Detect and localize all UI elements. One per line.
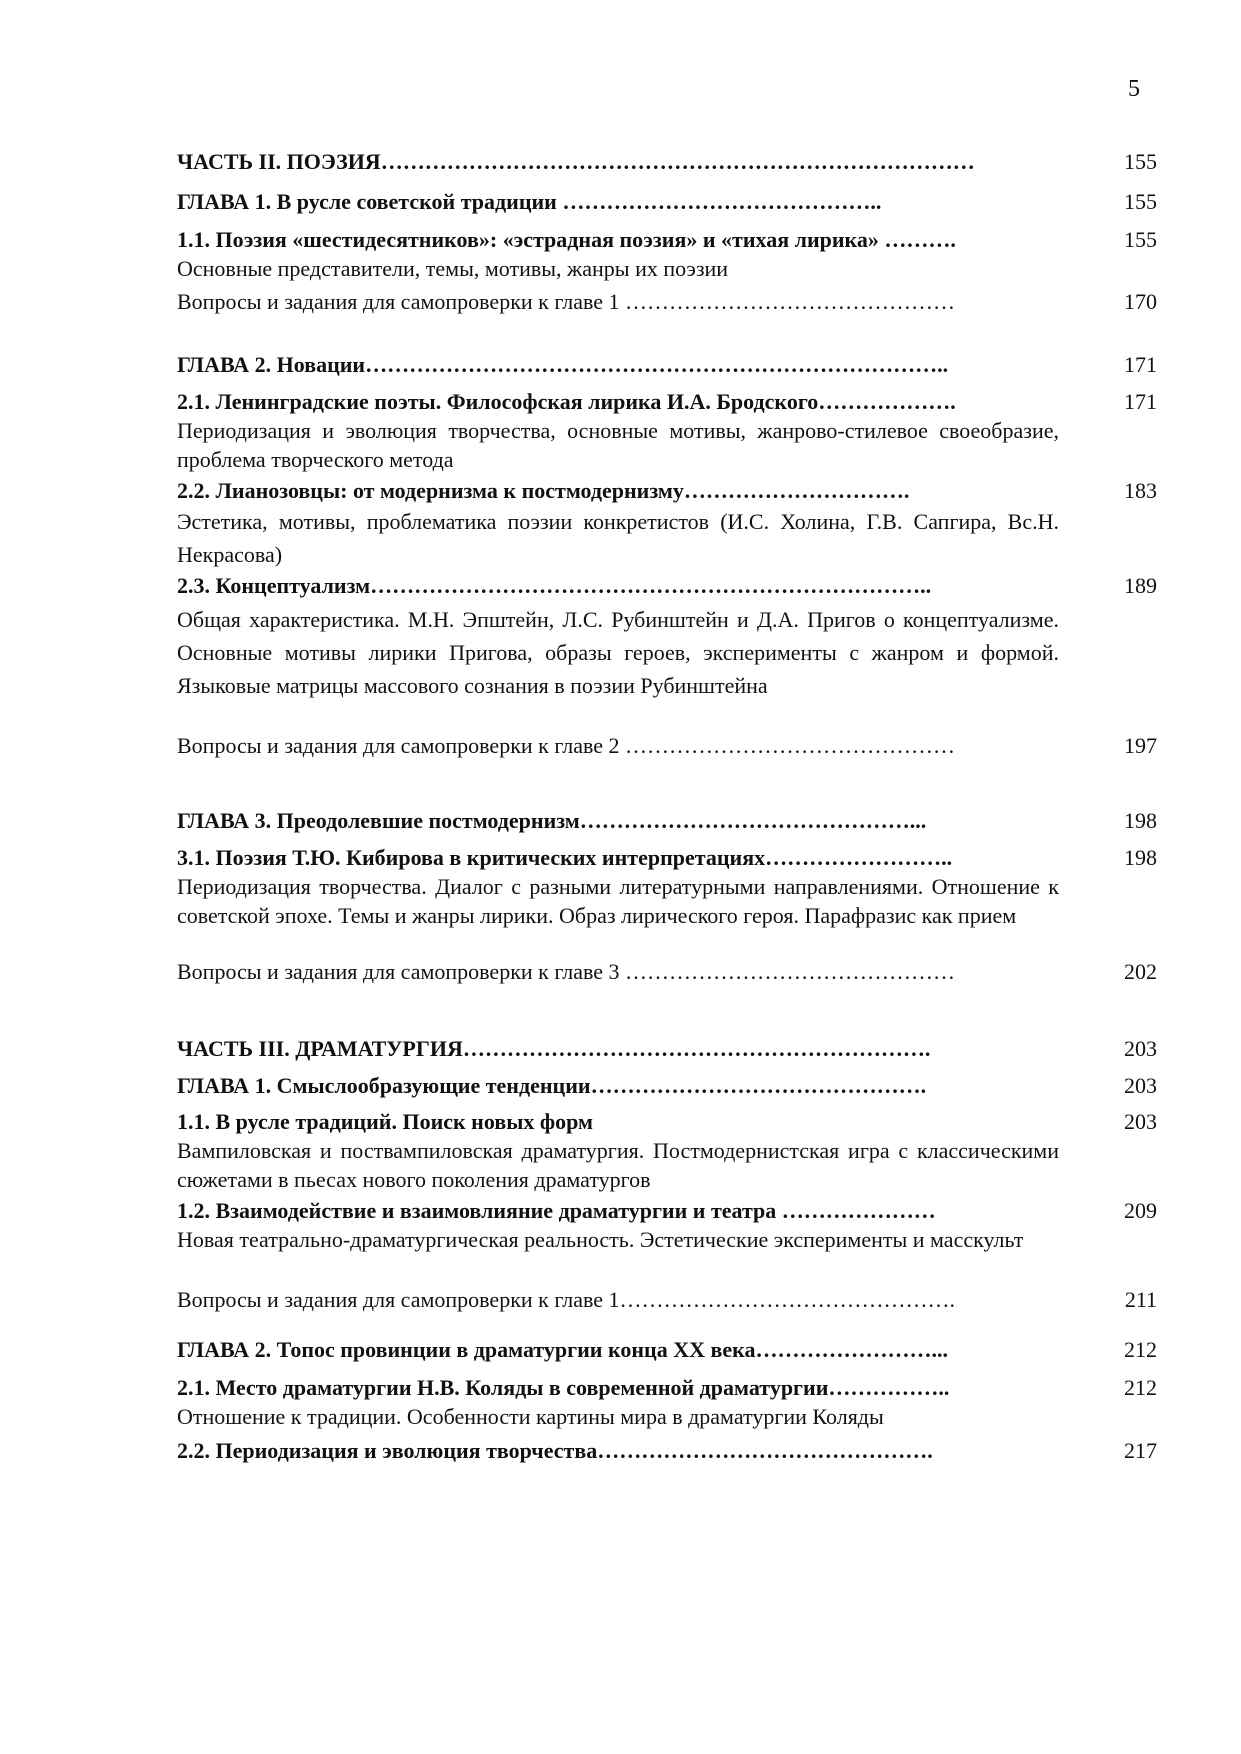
toc-part-3-section-2-2 [177, 1436, 1157, 1465]
toc-entry-description: Вампиловская и поствампиловская драматургия. Постмодернистская игра с классическими сюжетами в пьесах нового поколения драматургов [177, 1138, 1059, 1192]
toc-entry-head [177, 1373, 1157, 1402]
toc-entry-page: 155 [1124, 227, 1157, 252]
toc-part-3-chapter-1 [177, 1071, 1157, 1100]
toc-entry-head [177, 147, 1157, 176]
toc-entry-head [177, 225, 1157, 254]
toc-part-3-section-1-2 [177, 1196, 1157, 1254]
toc-entry-head [177, 387, 1157, 416]
toc-entry-head [177, 731, 1157, 760]
toc-entry-title: ГЛАВА 1. Смыслообразующие тенденции………………………………………. [177, 1073, 927, 1098]
toc-entry-page: 202 [1124, 959, 1157, 984]
toc-entry-description: Отношение к традиции. Особенности картины мира в драматургии Коляды [177, 1404, 884, 1429]
toc-section-2-3 [177, 571, 1157, 702]
toc-section-1-1 [177, 225, 1157, 283]
toc-entry-page: 211 [1124, 1287, 1157, 1312]
toc-entry-title: ЧАСТЬ III. ДРАМАТУРГИЯ………………………………………………………. [177, 1036, 931, 1061]
toc-entry-page: 217 [1124, 1438, 1157, 1463]
toc-entry-page: 155 [1124, 149, 1157, 174]
toc-entry-head [177, 1285, 1157, 1314]
toc-entry-head [177, 957, 1157, 986]
toc-entry-page: 170 [1124, 289, 1157, 314]
toc-section-2-1 [177, 387, 1157, 474]
toc-entry-title: 2.2. Лианозовцы: от модернизма к постмодернизму…………………………. [177, 478, 910, 503]
toc-part-2-chapter-1 [177, 187, 1157, 216]
toc-entry-description: Новая театрально-драматургическая реальность. Эстетические эксперименты и масскульт [177, 1227, 1024, 1252]
toc-entry-description: Общая характеристика. М.Н. Эпштейн, Л.С. Рубинштейн и Д.А. Пригов о концептуализме. Основные мотивы лирики Пригова, образы героев, эксперименты с жанром и формой. Языковые матрицы массового сознания в поэзии Рубинштейна [177, 607, 1059, 698]
page-number: 5 [1128, 76, 1140, 102]
toc-questions-chapter-3 [177, 957, 1157, 986]
toc-entry-title: ГЛАВА 1. В русле советской традиции …………………………………….. [177, 189, 882, 214]
toc-part-3-chapter-2 [177, 1335, 1157, 1364]
toc-entry-title: 1.1. В русле традиций. Поиск новых форм [177, 1109, 593, 1134]
toc-questions-chapter-2 [177, 731, 1157, 760]
toc-entry-head [177, 571, 1157, 600]
toc-entry-description: Периодизация и эволюция творчества, основные мотивы, жанрово-стилевое своеобразие, проблема творческого метода [177, 418, 1059, 472]
toc-entry-title: ЧАСТЬ II. ПОЭЗИЯ……………………………………………………………………… [177, 149, 975, 174]
toc-part-2 [177, 147, 1157, 176]
toc-entry-title: 1.1. Поэзия «шестидесятников»: «эстрадная поэзия» и «тихая лирика» ………. [177, 227, 956, 252]
toc-entry-head [177, 1107, 1157, 1136]
toc-entry-page: 183 [1124, 478, 1157, 503]
toc-section-2-2 [177, 476, 1157, 571]
toc-entry-page: 155 [1124, 189, 1157, 214]
toc-entry-title: ГЛАВА 2. Топос провинции в драматургии конца XX века……………………... [177, 1337, 948, 1362]
toc-part-3 [177, 1034, 1157, 1063]
toc-questions-chapter-1 [177, 287, 1157, 316]
toc-part-3-section-2-1 [177, 1373, 1157, 1431]
toc-entry-title: 3.1. Поэзия Т.Ю. Кибирова в критических интерпретациях…………………….. [177, 845, 953, 870]
toc-entry-title: ГЛАВА 3. Преодолевшие постмодернизм………………………………………... [177, 808, 927, 833]
toc-entry-head [177, 1196, 1157, 1225]
toc-entry-head [177, 843, 1157, 872]
toc-entry-page: 209 [1124, 1198, 1157, 1223]
toc-entry-head [177, 806, 1157, 835]
toc-entry-title: Вопросы и задания для самопроверки к главе 1 ……………………………………… [177, 289, 956, 314]
toc-entry-page: 212 [1124, 1375, 1157, 1400]
toc-entry-head [177, 350, 1157, 379]
toc-entry-page: 203 [1124, 1073, 1157, 1098]
toc-entry-head [177, 476, 1157, 505]
toc-section-3-1 [177, 843, 1157, 930]
toc-entry-title: Вопросы и задания для самопроверки к главе 2 ……………………………………… [177, 733, 956, 758]
toc-entry-page: 189 [1124, 573, 1157, 598]
toc-entry-page: 203 [1124, 1109, 1157, 1134]
toc-entry-title: Вопросы и задания для самопроверки к главе 1………………………………………. [177, 1287, 956, 1312]
toc-entry-title: ГЛАВА 2. Новации…………………………………………………………………….. [177, 352, 949, 377]
toc-entry-title: 2.3. Концептуализм………………………………………………………………….. [177, 573, 932, 598]
toc-entry-title: 2.1. Ленинградские поэты. Философская лирика И.А. Бродского………………. [177, 389, 956, 414]
toc-entry-description: Эстетика, мотивы, проблематика поэзии конкретистов (И.С. Холина, Г.В. Сапгира, Вс.Н. Некрасова) [177, 509, 1059, 567]
toc-entry-page: 198 [1124, 845, 1157, 870]
toc-entry-title: Вопросы и задания для самопроверки к главе 3 ……………………………………… [177, 959, 956, 984]
toc-entry-head [177, 1436, 1157, 1465]
toc-entry-description: Основные представители, темы, мотивы, жанры их поэзии [177, 256, 729, 281]
toc-entry-page: 203 [1124, 1036, 1157, 1061]
toc-entry-head [177, 287, 1157, 316]
toc-part-2-chapter-3 [177, 806, 1157, 835]
toc-part-3-questions-chapter-1 [177, 1285, 1157, 1314]
toc-entry-head [177, 1335, 1157, 1364]
toc-entry-title: 2.1. Место драматургии Н.В. Коляды в современной драматургии…………….. [177, 1375, 950, 1400]
toc-entry-description: Периодизация творчества. Диалог с разными литературными направлениями. Отношение к советской эпохе. Темы и жанры лирики. Образ лирического героя. Парафразис как прием [177, 874, 1059, 928]
toc-entry-head [177, 1034, 1157, 1063]
toc-part-2-chapter-2 [177, 350, 1157, 379]
toc-entry-head [177, 187, 1157, 216]
toc-entry-page: 198 [1124, 808, 1157, 833]
toc-entry-title: 1.2. Взаимодействие и взаимовлияние драматургии и театра ………………… [177, 1198, 936, 1223]
toc-entry-head [177, 1071, 1157, 1100]
toc-entry-page: 197 [1124, 733, 1157, 758]
toc-entry-page: 171 [1124, 389, 1157, 414]
toc-entry-page: 171 [1124, 352, 1157, 377]
toc-entry-title: 2.2. Периодизация и эволюция творчества………………………………………. [177, 1438, 933, 1463]
toc-part-3-section-1-1 [177, 1107, 1157, 1194]
toc-entry-page: 212 [1124, 1337, 1157, 1362]
